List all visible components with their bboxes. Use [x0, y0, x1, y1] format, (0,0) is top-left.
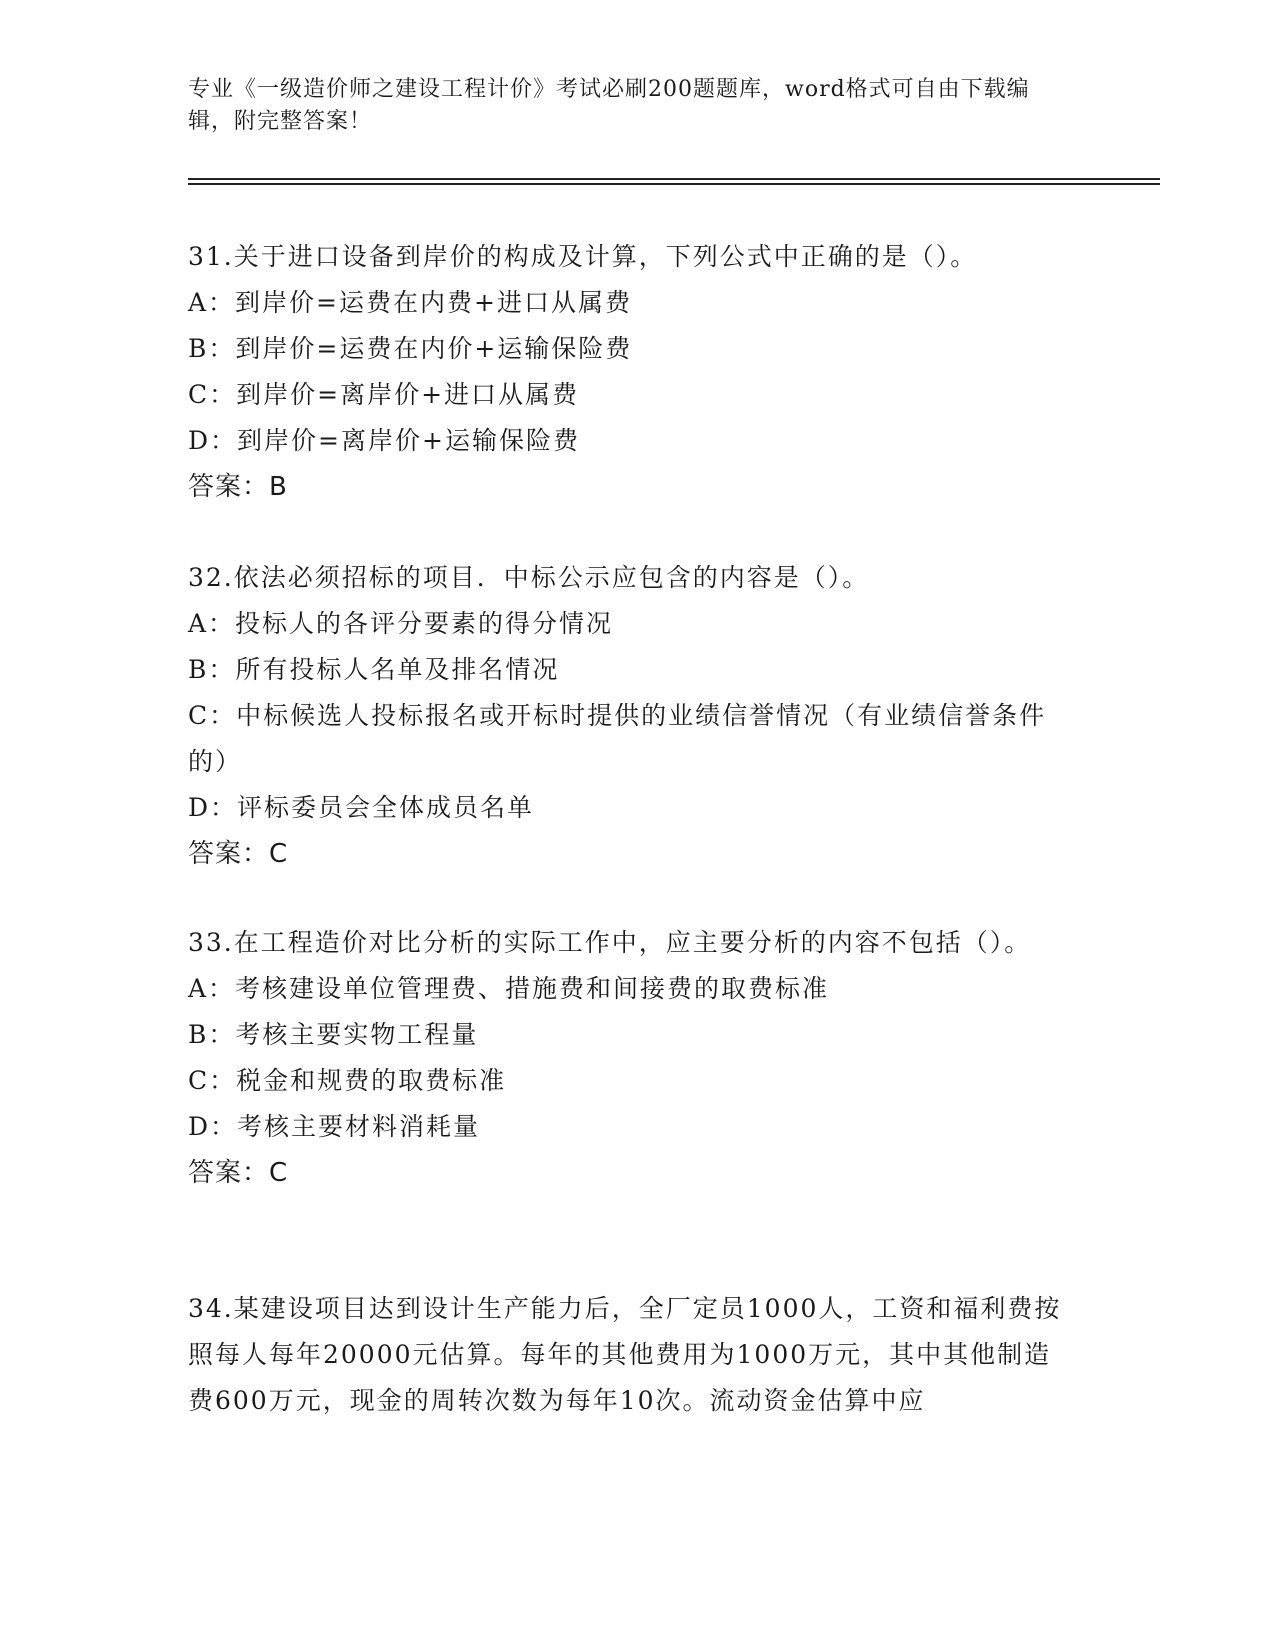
question-33 [188, 920, 1078, 1196]
question-stem: 31.关于进口设备到岸价的构成及计算，下列公式中正确的是（）。 [188, 242, 978, 271]
option-b: B：所有投标人名单及排名情况 [188, 655, 560, 684]
header-rule-top [188, 178, 1160, 180]
question-31 [188, 234, 1078, 510]
option-a: A：投标人的各评分要素的得分情况 [188, 609, 614, 638]
header-rule-bottom [188, 183, 1160, 185]
option-a: A：考核建设单位管理费、措施费和间接费的取费标准 [188, 974, 830, 1003]
question-34 [188, 1286, 1078, 1424]
document-header: 专业《一级造价师之建设工程计价》考试必刷200题题库，word格式可自由下载编辑，附完整答案！ [188, 77, 1030, 134]
question-32 [188, 555, 1078, 877]
question-stem: 34.某建设项目达到设计生产能力后，全厂定员1000人，工资和福利费按照每人每年20000元估算。每年的其他费用为1000万元，其中其他制造费600万元，现金的周转次数为每年10次。流动资金估算中应 [188, 1294, 1062, 1415]
option-b: B：到岸价=运费在内价+运输保险费 [188, 334, 633, 363]
option-d: D：考核主要材料消耗量 [188, 1112, 481, 1141]
option-d: D：评标委员会全体成员名单 [188, 793, 535, 822]
option-a: A：到岸价=运费在内费+进口从属费 [188, 288, 632, 317]
option-d: D：到岸价=离岸价+运输保险费 [188, 426, 580, 455]
question-stem: 32.依法必须招标的项目．中标公示应包含的内容是（）。 [188, 563, 870, 592]
option-b: B：考核主要实物工程量 [188, 1020, 479, 1049]
answer: 答案：C [188, 1158, 289, 1188]
answer: 答案：B [188, 472, 288, 502]
answer: 答案：C [188, 839, 289, 869]
option-c: C：税金和规费的取费标准 [188, 1066, 507, 1095]
question-stem: 33.在工程造价对比分析的实际工作中，应主要分析的内容不包括（）。 [188, 928, 1032, 957]
option-c: C：到岸价=离岸价+进口从属费 [188, 380, 580, 409]
option-c: C：中标候选人投标报名或开标时提供的业绩信誉情况（有业绩信誉条件的） [188, 701, 1047, 776]
